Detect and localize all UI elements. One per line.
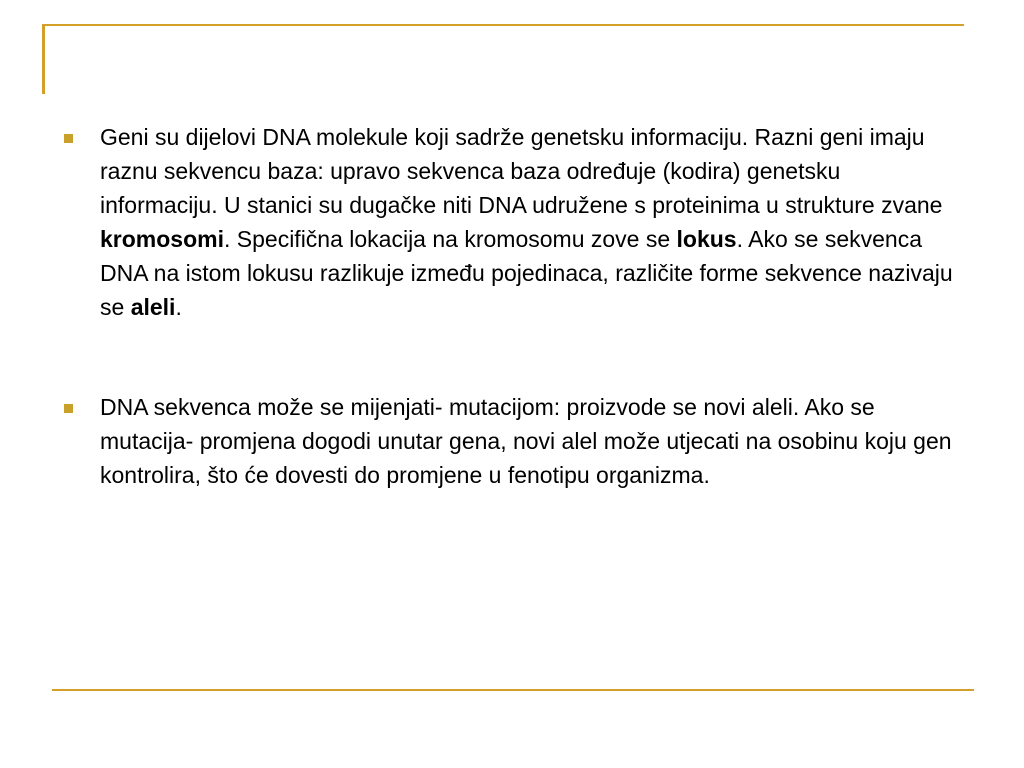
frame-top-rule [42, 24, 964, 26]
keyword-kromosomi: kromosomi [100, 226, 224, 252]
square-bullet-icon [64, 134, 73, 143]
footer-rule [52, 689, 974, 691]
bullet-text: Geni su dijelovi DNA molekule koji sadrže genetsku informaciju. Razni geni imaju raznu sekvencu baza: upravo sekvenca baza određuje (kodira) genetsku informaciju. U stanici su dugačke niti DNA udružene s proteinima u strukture zvane [100, 124, 943, 218]
bullet-item-genes [62, 120, 962, 324]
bullet-text: DNA sekvenca može se mijenjati- mutacijom: proizvode se novi aleli. Ako se mutacija- promjena dogodi unutar gena, novi alel može utjecati na osobinu koju gen kontrolira, što će dovesti do promjene u fenotipu organizma. [100, 394, 952, 488]
bullet-text: . Specifična lokacija na kromosomu zove se [223, 226, 677, 252]
keyword-aleli: aleli [130, 294, 176, 320]
frame-left-rule [42, 24, 45, 94]
bullet-text: . Ako se sekvenca DNA na istom lokusu razlikuje između pojedinaca, različite forme sekvence nazivaju se [100, 226, 953, 320]
bullet-item-mutation [62, 390, 962, 492]
bullet-text: . [175, 294, 182, 320]
square-bullet-icon [64, 404, 73, 413]
keyword-lokus: lokus [676, 226, 737, 252]
slide-body [62, 120, 962, 492]
